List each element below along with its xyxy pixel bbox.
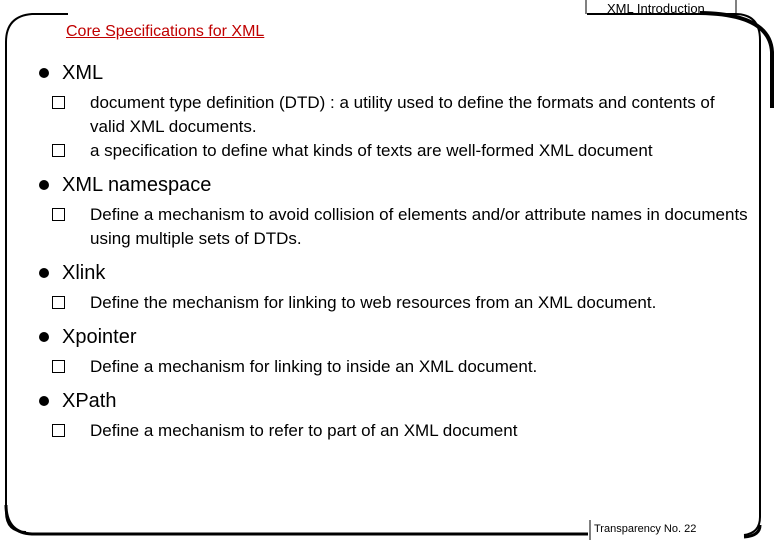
sub-item: [52, 419, 750, 443]
sub-item: [52, 291, 750, 315]
bullet-label: XML namespace: [62, 174, 212, 196]
square-bullet-icon: [52, 424, 65, 437]
bullet-item-xlink: [38, 260, 750, 315]
sub-list: [38, 355, 750, 379]
sub-item: [52, 139, 750, 163]
sub-item-text: document type definition (DTD) : a utility used to define the formats and contents of valid XML documents.: [90, 93, 715, 136]
sub-list: [38, 419, 750, 443]
bullet-label: XML: [62, 62, 104, 84]
bullet-dot-icon: [39, 332, 49, 342]
sub-list: [38, 203, 750, 251]
sub-item-text: a specification to define what kinds of texts are well-formed XML document: [90, 141, 653, 160]
sub-item-text: Define a mechanism to refer to part of an XML document: [90, 421, 518, 440]
square-bullet-icon: [52, 96, 65, 109]
bullet-dot-icon: [39, 268, 49, 278]
bullet-item-xpointer: [38, 324, 750, 379]
bullet-item-xml: [38, 60, 750, 163]
bullet-row: [38, 324, 750, 350]
bullet-row: [38, 172, 750, 198]
footer-page-label: Transparency No. 22: [594, 523, 697, 535]
bullet-label: XPath: [62, 390, 117, 412]
sub-item: [52, 91, 750, 139]
sub-item: [52, 355, 750, 379]
sub-item: [52, 203, 750, 251]
slide-content: [38, 60, 750, 452]
bullet-row: [38, 388, 750, 414]
slide-title: Core Specifications for XML: [66, 23, 265, 40]
sub-list: [38, 91, 750, 163]
square-bullet-icon: [52, 296, 65, 309]
sub-item-text: Define a mechanism for linking to inside an XML document.: [90, 357, 538, 376]
bullet-item-xml-namespace: [38, 172, 750, 251]
bullet-label: Xlink: [62, 262, 106, 284]
bullet-item-xpath: [38, 388, 750, 443]
bullet-dot-icon: [39, 68, 49, 78]
bullet-dot-icon: [39, 396, 49, 406]
sub-item-text: Define the mechanism for linking to web resources from an XML document.: [90, 293, 657, 312]
bullet-label: Xpointer: [62, 326, 137, 348]
square-bullet-icon: [52, 360, 65, 373]
sub-item-text: Define a mechanism to avoid collision of elements and/or attribute names in documents using multiple sets of DTDs.: [90, 205, 748, 248]
bullet-row: [38, 260, 750, 286]
bullet-dot-icon: [39, 180, 49, 190]
square-bullet-icon: [52, 144, 65, 157]
sub-list: [38, 291, 750, 315]
header-topic-label: XML Introduction: [607, 1, 705, 16]
bullet-row: [38, 60, 750, 86]
square-bullet-icon: [52, 208, 65, 221]
